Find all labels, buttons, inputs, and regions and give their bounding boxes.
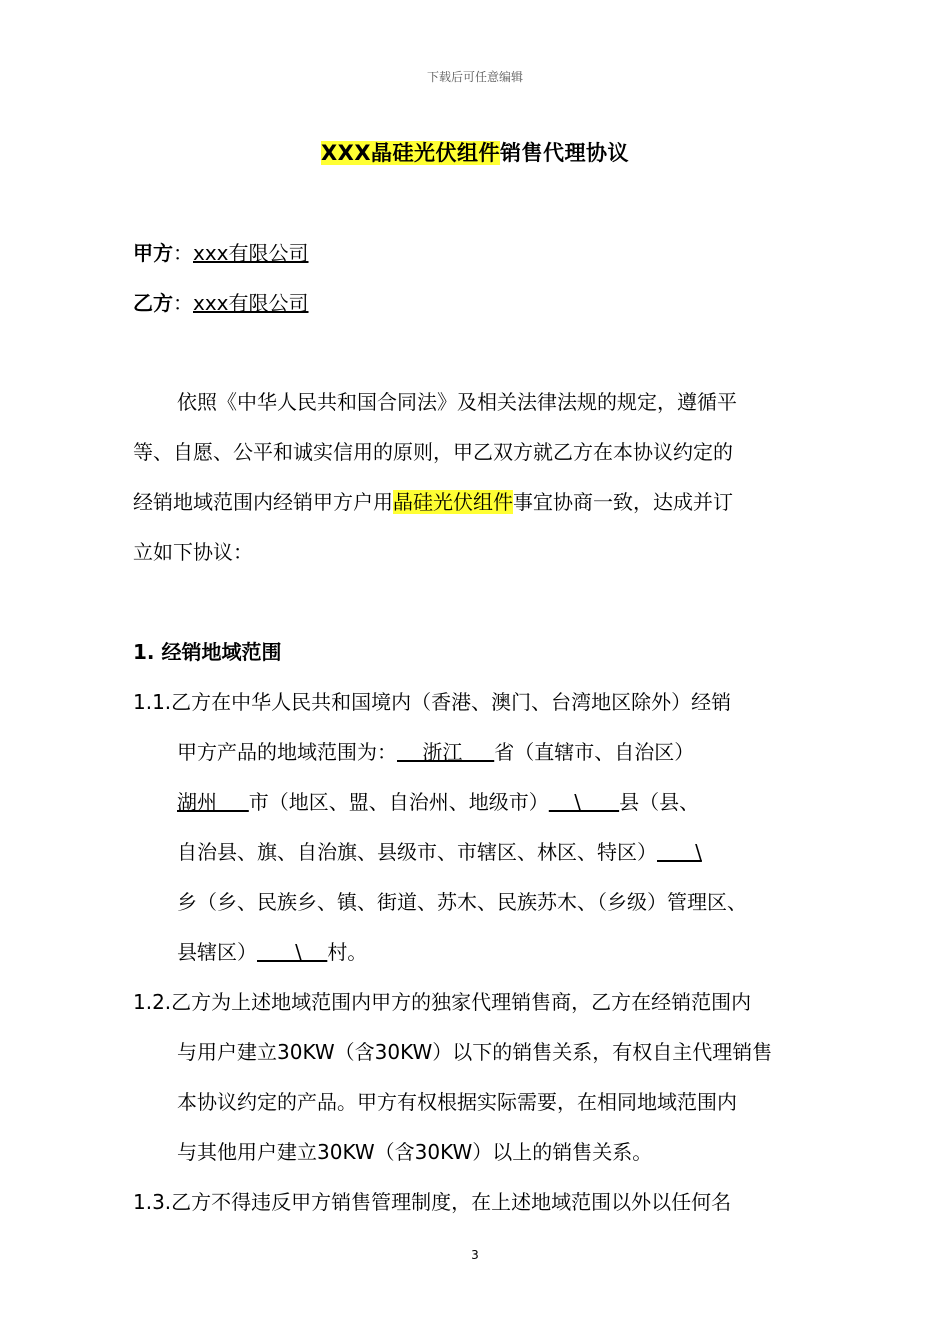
page-title bbox=[0, 137, 950, 167]
province-field: 浙江 bbox=[397, 740, 495, 764]
intro-line-3-a: 经销地域范围内经销甲方户用 bbox=[133, 490, 393, 514]
clause-1-1-l2-a: 甲方产品的地域范围为： bbox=[177, 740, 397, 764]
intro-line-3 bbox=[133, 486, 733, 515]
clause-1-1-line-1: 1.1.乙方在中华人民共和国境内（香港、澳门、台湾地区除外）经销 bbox=[133, 690, 732, 714]
party-b-label: 乙方 bbox=[133, 291, 173, 315]
clause-1-1-line-2 bbox=[177, 736, 694, 765]
clause-1-1-l6-b: 村。 bbox=[327, 940, 368, 964]
clause-1-2-line-1: 1.2.乙方为上述地域范围内甲方的独家代理销售商，乙方在经销范围内 bbox=[133, 990, 752, 1014]
party-b-colon: ： bbox=[173, 291, 193, 315]
town-field: \ bbox=[657, 840, 702, 864]
clause-1-1-l6-a: 县辖区） bbox=[177, 940, 257, 964]
clause-1-1-l2-b: 省（直辖市、自治区） bbox=[494, 740, 695, 764]
intro-line-2: 等、自愿、公平和诚实信用的原则，甲乙双方就乙方在本协议约定的 bbox=[133, 440, 733, 464]
intro-highlight: 晶硅光伏组件 bbox=[393, 490, 513, 514]
village-field: \ bbox=[257, 940, 328, 964]
clause-1-3-line-1: 1.3.乙方不得违反甲方销售管理制度，在上述地域范围以外以任何名 bbox=[133, 1190, 732, 1214]
party-b bbox=[133, 287, 309, 316]
clause-1-1-line-4 bbox=[177, 836, 702, 865]
title-highlight: XXX晶硅光伏组件 bbox=[320, 141, 501, 165]
clause-1-1-line-5: 乡（乡、民族乡、镇、街道、苏木、民族苏木、（乡级）管理区、 bbox=[177, 890, 747, 914]
clause-1-2-line-3: 本协议约定的产品。甲方有权根据实际需要，在相同地域范围内 bbox=[177, 1090, 737, 1114]
party-a-colon: ： bbox=[173, 241, 193, 265]
intro-line-4: 立如下协议： bbox=[133, 540, 253, 564]
clause-1-1-l3-a: 市（地区、盟、自治州、地级市） bbox=[248, 790, 549, 814]
header-note: 下载后可任意编辑 bbox=[426, 70, 523, 84]
section-1-heading: 1. 经销地域范围 bbox=[133, 640, 282, 664]
clause-1-1-l4-a: 自治县、旗、自治旗、县级市、市辖区、林区、特区） bbox=[177, 840, 657, 864]
county-field: \ bbox=[548, 790, 620, 814]
party-a-name: xxx有限公司 bbox=[193, 241, 309, 265]
party-b-name: xxx有限公司 bbox=[193, 291, 309, 315]
clause-1-1-l3-b: 县（县、 bbox=[619, 790, 700, 814]
clause-1-1-line-6 bbox=[177, 936, 367, 965]
page-number: 3 bbox=[471, 1248, 479, 1262]
title-rest: 销售代理协议 bbox=[500, 141, 630, 165]
clause-1-2-line-2: 与用户建立30KW（含30KW）以下的销售关系，有权自主代理销售 bbox=[177, 1040, 773, 1064]
city-field: 湖州 bbox=[177, 790, 249, 814]
clause-1-2-line-4: 与其他用户建立30KW（含30KW）以上的销售关系。 bbox=[177, 1140, 653, 1164]
intro-line-3-b: 事宜协商一致，达成并订 bbox=[513, 490, 733, 514]
intro-line-1: 依照《中华人民共和国合同法》及相关法律法规的规定，遵循平 bbox=[177, 390, 737, 414]
party-a-label: 甲方 bbox=[133, 241, 173, 265]
party-a bbox=[133, 237, 309, 266]
clause-1-1-line-3 bbox=[177, 786, 699, 815]
